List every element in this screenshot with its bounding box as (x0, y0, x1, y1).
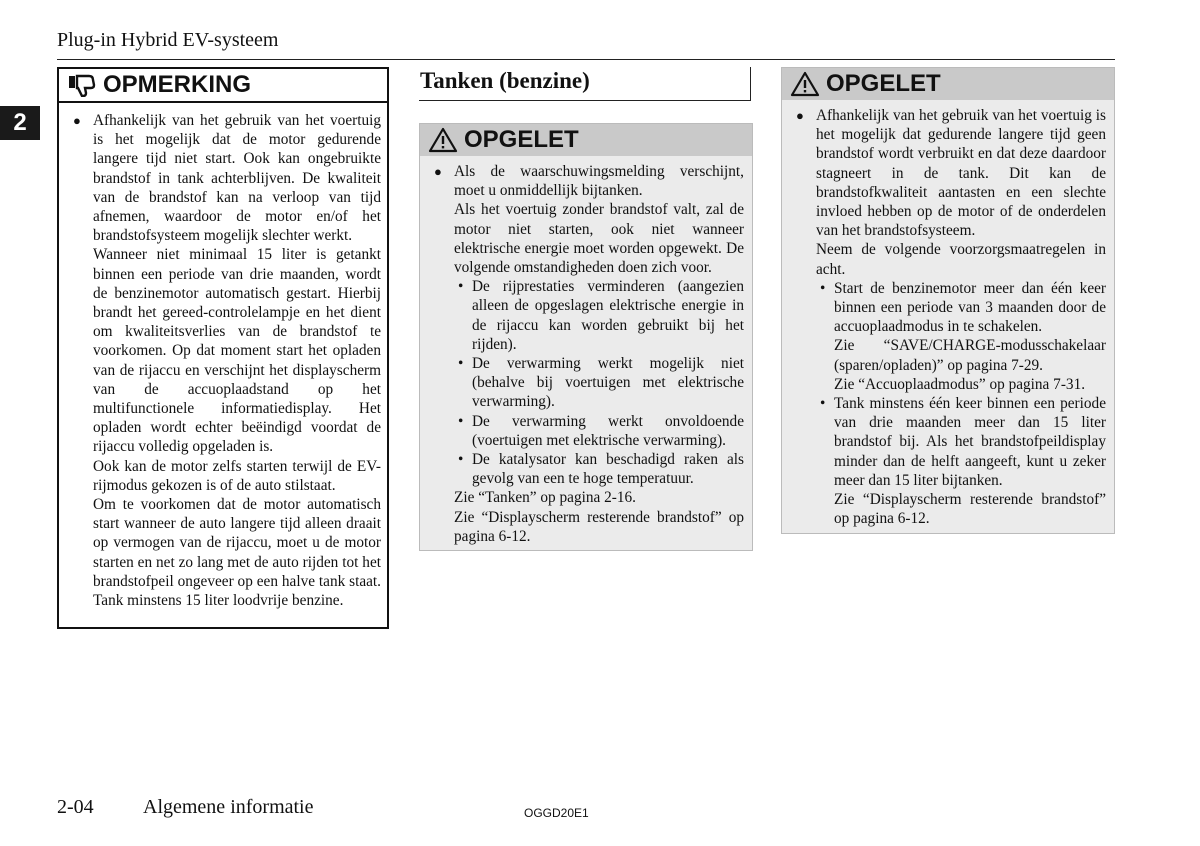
caution-sub-item: • De verwarming werkt mogelijk niet (behalve bij voertuigen met elektrische verwarming). (420, 354, 744, 412)
caution-sub-item: • De katalysator kan beschadigd raken als gevolg van een te hoge temperatuur. (420, 450, 744, 488)
note-heading-label: OPMERKING (103, 71, 252, 99)
note-bullet: ● Afhankelijk van het gebruik van het voertuig is het mogelijk dat de motor gedurende langere tijd niet start. Ook kan ongebruikte brandstof in tank achterblijven. De kwaliteit van de brandstof kan na verloop van tijd afnemen, waardoor de motor en/of het brandstofsysteem mogelijk slechter werkt. (59, 111, 381, 245)
section-title: Tanken (benzine) (419, 67, 751, 101)
note-paragraph: Ook kan de motor zelfs starten terwijl de EV-rijmodus gekozen is of de auto stilstaat. (93, 457, 381, 494)
caution-bullet: ● Afhankelijk van het gebruik van het voertuig is het mogelijk dat gedurende langere tijd geen brandstof wordt verbruikt en dat deze daardoor stagneert in de tank. Dit kan de brandstofkwaliteit aantasten en een slechte invloed hebben op de motor of de onderdelen van het brandstofsysteem. (782, 106, 1106, 240)
page-reference: Zie “Tanken” op pagina 2-16. (454, 489, 636, 507)
caution-box-right (781, 67, 1115, 534)
caution-bullet: ● Als de waarschuwingsmelding verschijnt, moet u onmiddellijk bijtanken. (420, 162, 744, 200)
page-reference: Zie “SAVE/CHARGE-modusschakelaar (sparen/opladen)” op pagina 7-29. (834, 337, 1106, 374)
caution-sub-item: • De verwarming werkt onvoldoende (voertuigen met elektrische verwarming). (420, 412, 744, 450)
header-rule (57, 59, 1115, 60)
warning-triangle-icon (790, 71, 820, 97)
caution-paragraph: Als het voertuig zonder brandstof valt, zal de motor niet starten, ook niet wanneer elektrische energie moet worden opgewekt. De volgende omstandigheden doen zich voor. (454, 201, 744, 277)
caution-heading-label: OPGELET (464, 126, 579, 154)
running-header: Plug-in Hybrid EV-systeem (57, 29, 279, 51)
caution-sub-item: • Start de benzinemotor meer dan één keer binnen een periode van 3 maanden door de accuoplaadmodus in te schakelen. (782, 279, 1106, 337)
note-box (57, 67, 389, 629)
warning-triangle-icon (428, 127, 458, 153)
thumbs-down-icon (67, 73, 97, 97)
caution-sub-item: • Tank minstens één keer binnen een periode van drie maanden meer dan 15 liter brandstof bij. Als het brandstofpeildisplay minder dan de helft aangeeft, kunt u zeker meer dan 15 liter bijtanken. (782, 394, 1106, 490)
footer-section-title: Algemene informatie (143, 796, 314, 818)
page-reference: Zie “Displayscherm resterende brandstof” op pagina 6-12. (454, 508, 744, 545)
caution-heading-label: OPGELET (826, 70, 941, 98)
page-reference: Zie “Displayscherm resterende brandstof” op pagina 6-12. (834, 491, 1106, 528)
caution-box-middle (419, 123, 753, 551)
note-heading (59, 69, 387, 103)
caution-sub-item: • De rijprestaties verminderen (aangezien alleen de opgeslagen elektrische energie in de rijaccu kan worden gebruikt bij het rijden). (420, 277, 744, 354)
caution-heading (782, 68, 1114, 100)
note-paragraph: Om te voorkomen dat de motor automatisch start wanneer de auto langere tijd alleen draait op vermogen van de rijaccu, moet u de motor starten en net zo lang met de auto rijden tot het brandstofpeil ongeveer op een halve tank staat. Tank minstens 15 liter loodvrije benzine. (93, 496, 381, 610)
chapter-tab: 2 (0, 106, 40, 140)
page-number: 2-04 (57, 796, 94, 818)
note-paragraph: Wanneer niet minimaal 15 liter is getankt binnen een periode van drie maanden, wordt de benzinemotor automatisch gestart. Hierbij brandt het gereed-controlelampje en het dient om kwaliteitsverlies van de brandstof te voorkomen. Op dat moment start het opladen van de rijaccu en verschijnt het displayscherm van de accuoplaadstand op het multifunctionele informatiedisplay. Het opladen wordt echter beëindigd voordat de rijaccu volledig opgeladen is. (93, 246, 381, 456)
page-reference: Zie “Accuoplaadmodus” op pagina 7-31. (834, 375, 1086, 393)
document-code: OGGD20E1 (524, 806, 589, 820)
caution-heading (420, 124, 752, 156)
caution-paragraph: Neem de volgende voorzorgsmaatregelen in acht. (816, 241, 1106, 278)
